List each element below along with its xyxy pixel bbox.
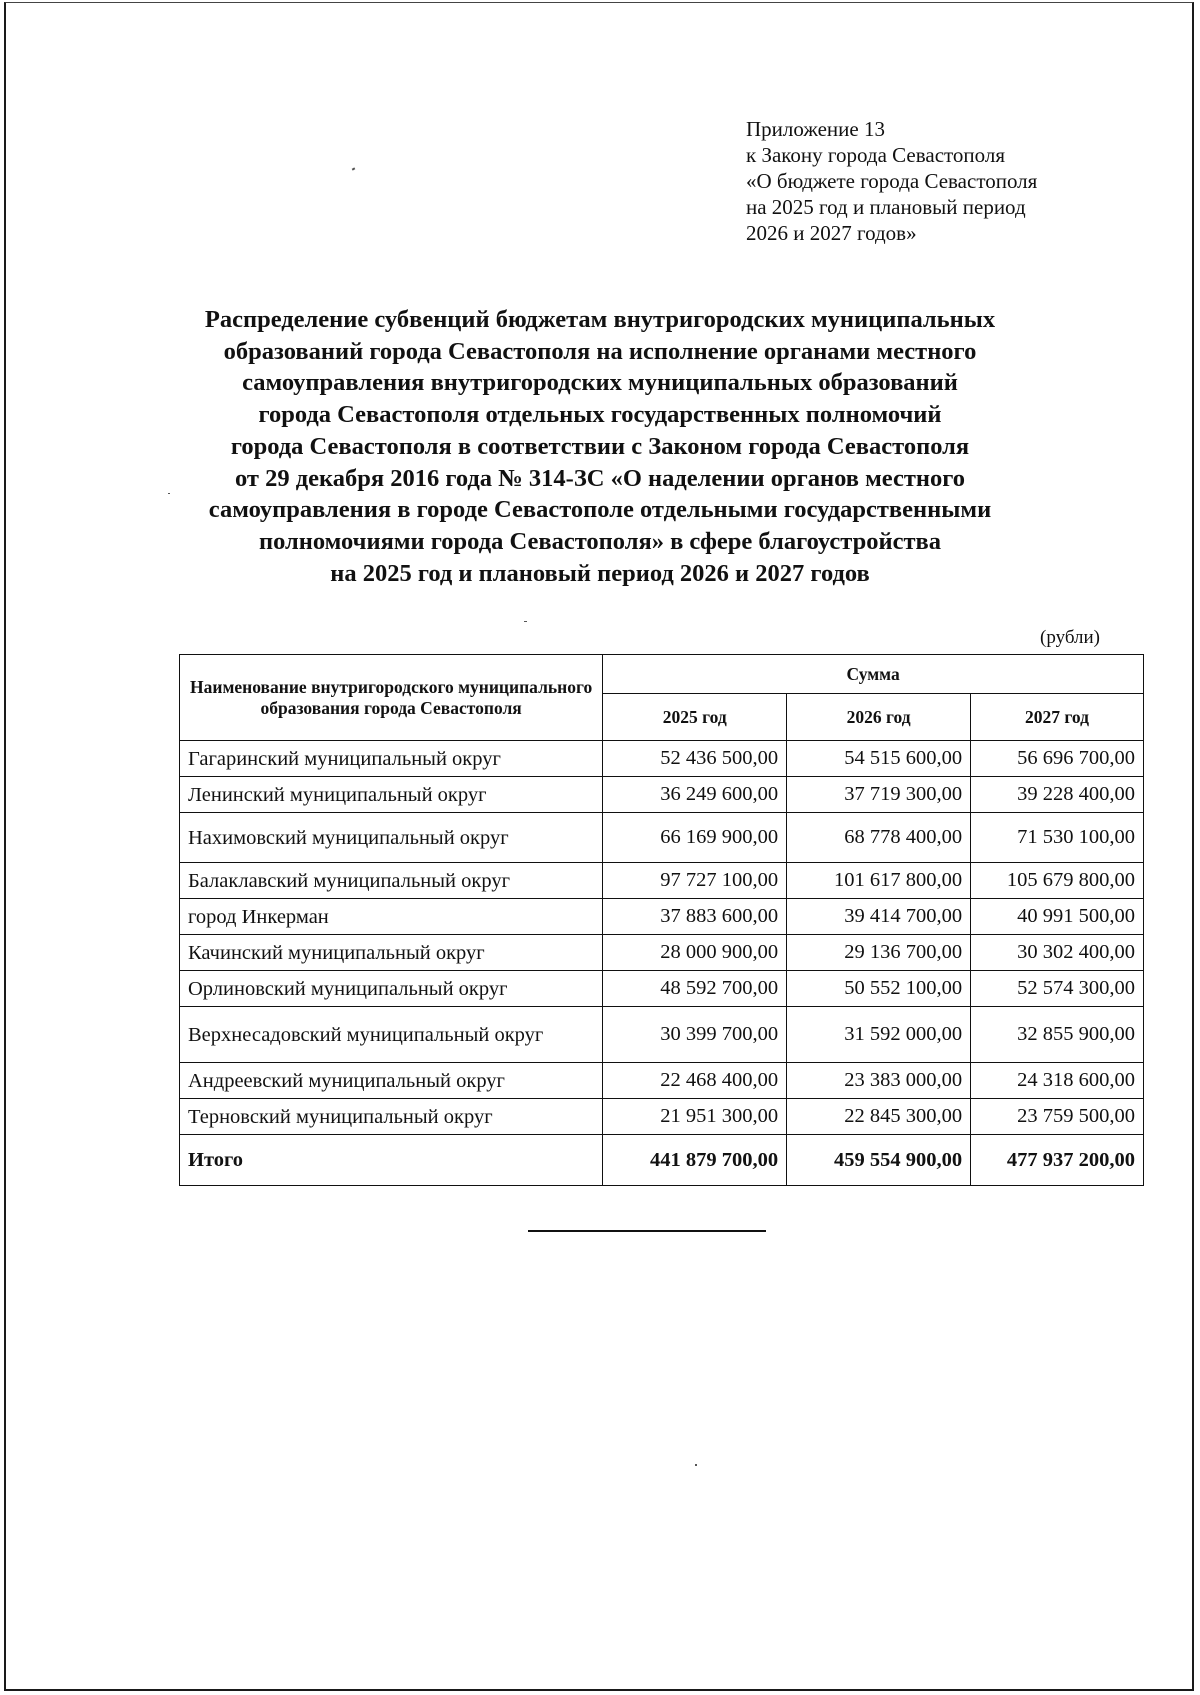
amount-2027: 23 759 500,00 bbox=[971, 1099, 1144, 1135]
district-name: Гагаринский муниципальный округ bbox=[180, 741, 603, 777]
table-row bbox=[180, 813, 1144, 863]
end-separator-line bbox=[528, 1230, 766, 1232]
amount-2025: 97 727 100,00 bbox=[603, 863, 787, 899]
amount-2025: 21 951 300,00 bbox=[603, 1099, 787, 1135]
district-name: Качинский муниципальный округ bbox=[180, 935, 603, 971]
header-name-column: Наименование внутригородского муниципального образования города Севастополя bbox=[180, 655, 603, 741]
subvention-table bbox=[179, 654, 1144, 1186]
total-2026: 459 554 900,00 bbox=[787, 1135, 971, 1186]
amount-2025: 30 399 700,00 bbox=[603, 1007, 787, 1063]
amount-2027: 56 696 700,00 bbox=[971, 741, 1144, 777]
amount-2025: 52 436 500,00 bbox=[603, 741, 787, 777]
table-row bbox=[180, 777, 1144, 813]
amount-2026: 37 719 300,00 bbox=[787, 777, 971, 813]
table-row bbox=[180, 741, 1144, 777]
total-label: Итого bbox=[180, 1135, 603, 1186]
appendix-line: на 2025 год и плановый период bbox=[746, 195, 1026, 219]
table-row bbox=[180, 1007, 1144, 1063]
title-line: от 29 декабря 2016 года № 314-ЗС «О наделении органов местного bbox=[234, 464, 965, 492]
amount-2026: 29 136 700,00 bbox=[787, 935, 971, 971]
total-2025: 441 879 700,00 bbox=[603, 1135, 787, 1186]
district-name: Терновский муниципальный округ bbox=[180, 1099, 603, 1135]
table-row bbox=[180, 935, 1144, 971]
scan-speck bbox=[168, 493, 170, 494]
amount-2025: 48 592 700,00 bbox=[603, 971, 787, 1007]
amount-2026: 22 845 300,00 bbox=[787, 1099, 971, 1135]
scan-speck bbox=[352, 167, 356, 170]
amount-2025: 36 249 600,00 bbox=[603, 777, 787, 813]
amount-2025: 37 883 600,00 bbox=[603, 899, 787, 935]
title-line: полномочиями города Севастополя» в сфере благоустройства bbox=[258, 527, 941, 555]
header-sum: Сумма bbox=[603, 655, 1144, 694]
amount-2025: 22 468 400,00 bbox=[603, 1063, 787, 1099]
amount-2027: 71 530 100,00 bbox=[971, 813, 1144, 863]
amount-2027: 105 679 800,00 bbox=[971, 863, 1144, 899]
appendix-line: 2026 и 2027 годов» bbox=[746, 221, 917, 245]
header-year-2026: 2026 год bbox=[787, 694, 971, 741]
district-name: Орлиновский муниципальный округ bbox=[180, 971, 603, 1007]
district-name: Балаклавский муниципальный округ bbox=[180, 863, 603, 899]
units-label: (рубли) bbox=[1040, 627, 1100, 648]
amount-2026: 31 592 000,00 bbox=[787, 1007, 971, 1063]
header-year-2027: 2027 год bbox=[971, 694, 1144, 741]
title-line: образований города Севастополя на исполнение органами местного bbox=[223, 337, 977, 365]
title-line: самоуправления внутригородских муниципальных образований bbox=[242, 369, 958, 397]
amount-2027: 40 991 500,00 bbox=[971, 899, 1144, 935]
district-name: Андреевский муниципальный округ bbox=[180, 1063, 603, 1099]
header-year-2025: 2025 год bbox=[603, 694, 787, 741]
appendix-line: «О бюджете города Севастополя bbox=[746, 169, 1038, 193]
amount-2027: 52 574 300,00 bbox=[971, 971, 1144, 1007]
amount-2027: 32 855 900,00 bbox=[971, 1007, 1144, 1063]
appendix-line: Приложение 13 bbox=[746, 117, 885, 141]
table-row bbox=[180, 971, 1144, 1007]
amount-2025: 28 000 900,00 bbox=[603, 935, 787, 971]
title-line: Распределение субвенций бюджетам внутригородских муниципальных bbox=[204, 306, 996, 333]
table-row bbox=[180, 899, 1144, 935]
amount-2027: 24 318 600,00 bbox=[971, 1063, 1144, 1099]
district-name: Верхнесадовский муниципальный округ bbox=[180, 1007, 603, 1063]
total-2027: 477 937 200,00 bbox=[971, 1135, 1144, 1186]
amount-2026: 39 414 700,00 bbox=[787, 899, 971, 935]
table-row bbox=[180, 863, 1144, 899]
title-line: города Севастополя в соответствии с Законом города Севастополя bbox=[230, 432, 970, 460]
title-line: города Севастополя отдельных государственных полномочий bbox=[258, 401, 942, 429]
amount-2026: 68 778 400,00 bbox=[787, 813, 971, 863]
appendix-line: к Закону города Севастополя bbox=[746, 143, 1006, 167]
amount-2026: 54 515 600,00 bbox=[787, 741, 971, 777]
title-line: на 2025 год и плановый период 2026 и 2027 годов bbox=[330, 559, 870, 587]
district-name: Нахимовский муниципальный округ bbox=[180, 813, 603, 863]
total-row bbox=[180, 1135, 1144, 1186]
district-name: город Инкерман bbox=[180, 899, 603, 935]
document-title bbox=[150, 304, 1050, 589]
amount-2025: 66 169 900,00 bbox=[603, 813, 787, 863]
amount-2026: 50 552 100,00 bbox=[787, 971, 971, 1007]
appendix-note bbox=[746, 116, 1037, 246]
title-line: самоуправления в городе Севастополе отдельными государственными bbox=[208, 496, 992, 524]
table-row bbox=[180, 1099, 1144, 1135]
scan-speck bbox=[695, 1464, 697, 1466]
district-name: Ленинский муниципальный округ bbox=[180, 777, 603, 813]
amount-2026: 23 383 000,00 bbox=[787, 1063, 971, 1099]
scan-speck bbox=[524, 621, 527, 622]
table-row bbox=[180, 1063, 1144, 1099]
amount-2027: 30 302 400,00 bbox=[971, 935, 1144, 971]
amount-2027: 39 228 400,00 bbox=[971, 777, 1144, 813]
amount-2026: 101 617 800,00 bbox=[787, 863, 971, 899]
